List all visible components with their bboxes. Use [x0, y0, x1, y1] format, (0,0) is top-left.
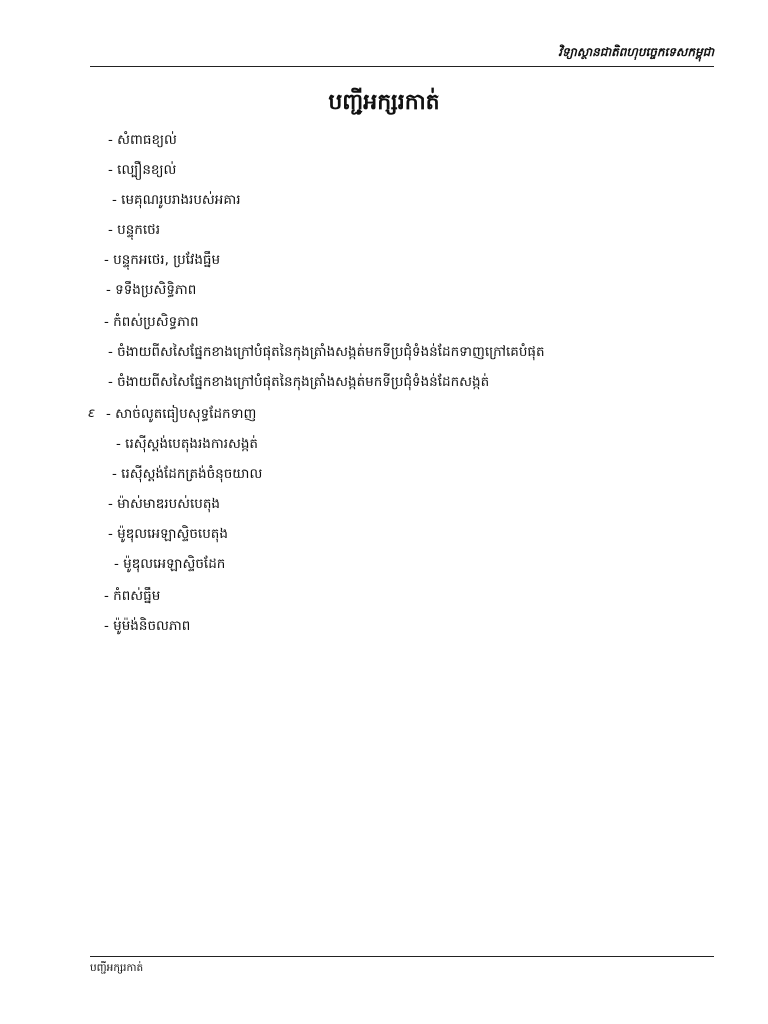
list-item: - រេស៊ីស្តង់ដែកត្រង់ចំនុចយាល — [112, 466, 263, 482]
list-item: - ទទឹងប្រសិទ្ធិភាព — [106, 282, 197, 298]
page-title: បញ្ជីអក្សរកាត់ — [328, 90, 440, 115]
list-item: - សំពាធខ្យល់ — [108, 132, 177, 148]
list-item: - ចំងាយពីសសៃផ្នែកខាងក្រៅបំផុតនៃកុងត្រាំងសង្កត់មកទីប្រជុំទំងន់ដែកទាញក្រៅគេបំផុត — [108, 344, 545, 360]
list-item: - ម៉ូឌុលអេឡាស្ទិចបេតុង — [108, 526, 228, 542]
running-header: វិទ្យាស្ថានជាតិពហុបច្ចេកទេសកម្ពុជា — [558, 45, 714, 59]
list-item: - ចំងាយពីសសៃផ្នែកខាងក្រៅបំផុតនៃកុងត្រាំងសង្កត់មកទីប្រជុំទំងន់ដែកសង្កត់ — [108, 374, 490, 390]
running-footer: បញ្ជីអក្សរកាត់ — [90, 962, 144, 974]
list-item: - រេស៊ីស្តង់បេតុងរងការសង្កត់ — [116, 436, 258, 452]
list-item: - ម៉ូឌុលអេឡាស្ទិចដែក — [114, 556, 226, 572]
footer-rule — [90, 956, 714, 957]
list-item: - បន្ទុកថេរ — [108, 222, 161, 238]
list-item: - ល្បឿនខ្យល់ — [108, 162, 177, 178]
list-item: - បន្ទុកអថេរ, ប្រវែងធ្នឹម — [104, 252, 221, 268]
header-rule — [90, 66, 714, 67]
list-item: - កំពស់ប្រសិទ្ធភាព — [104, 314, 199, 330]
list-item: - កំពស់ធ្នឹម — [104, 588, 161, 604]
list-item: - ម៉ូម៉ង់និចលភាព — [104, 618, 191, 634]
list-item: - មេគុណរូបរាងរបស់អគារ — [112, 192, 241, 208]
epsilon-symbol: ε — [88, 406, 96, 421]
list-item: - ម៉ាស់មាឌរបស់បេតុង — [108, 496, 220, 512]
list-item: - សាច់លូតធៀបសុទ្ធដែកទាញ — [106, 406, 257, 422]
